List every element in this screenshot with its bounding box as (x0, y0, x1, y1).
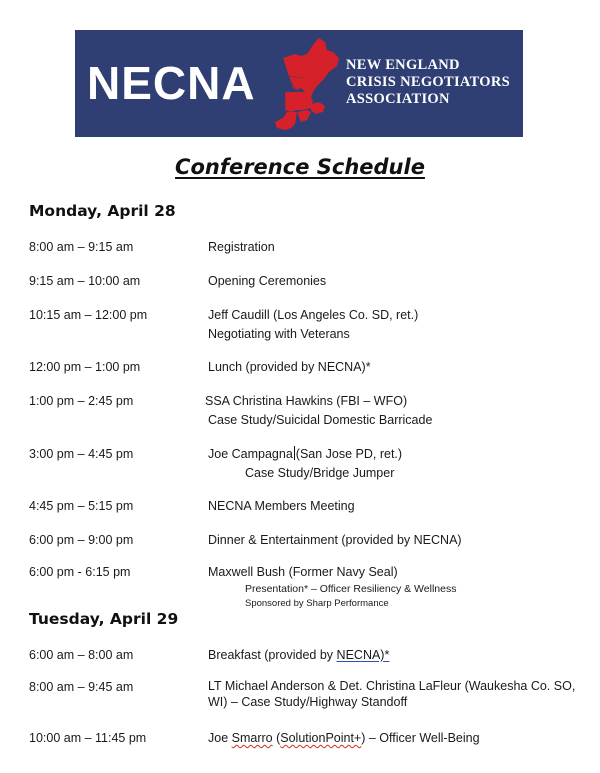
row-description (208, 678, 588, 710)
row-time: 6:00 am – 8:00 am (29, 648, 134, 662)
row-line: Registration (208, 240, 275, 254)
row-time: 10:15 am – 12:00 pm (29, 308, 148, 322)
page-title: Conference Schedule (175, 155, 425, 179)
row-description (208, 445, 588, 483)
header-banner (75, 30, 523, 137)
row-time: 6:00 pm - 6:15 pm (29, 565, 131, 579)
row-time: 8:00 am – 9:45 am (29, 680, 134, 694)
row-line-part: Joe Campagna (208, 447, 293, 461)
row-description (205, 392, 588, 430)
row-time: 1:00 pm – 2:45 pm (29, 394, 134, 408)
new-england-map-icon (267, 36, 343, 132)
row-description (208, 497, 588, 516)
row-time: 10:00 am – 11:45 pm (29, 731, 147, 745)
row-time: 3:00 pm – 4:45 pm (29, 447, 134, 461)
row-line-part: ( (272, 731, 281, 745)
row-line-part: ) – Officer Well-Being (361, 731, 480, 745)
row-description (208, 238, 588, 257)
banner-name-line: ASSOCIATION (346, 91, 450, 107)
row-line-part: NECNA)* (336, 648, 390, 662)
banner-organization-name (346, 57, 516, 108)
row-description (208, 646, 588, 665)
row-line: Jeff Caudill (Los Angeles Co. SD, ret.) (208, 308, 419, 322)
row-line-part: Joe (208, 731, 232, 745)
day-heading-monday: Monday, April 28 (29, 202, 176, 220)
row-description (208, 563, 588, 611)
row-line: Opening Ceremonies (208, 274, 327, 288)
row-line: Dinner & Entertainment (provided by NECNA) (208, 533, 462, 547)
row-line: NECNA Members Meeting (208, 499, 355, 513)
row-description (208, 306, 588, 344)
row-description (208, 358, 588, 377)
row-line: SSA Christina Hawkins (FBI – WFO) (205, 394, 408, 408)
row-line-part: Smarro (231, 731, 273, 745)
row-line-part: SolutionPoint+ (280, 731, 362, 745)
text-cursor (294, 446, 295, 460)
row-line: Presentation* – Officer Resiliency & Wellness (245, 583, 457, 595)
row-time: 9:15 am – 10:00 am (29, 274, 141, 288)
row-line (208, 445, 588, 464)
row-line-part: (San Jose PD, ret.) (295, 447, 403, 461)
row-description (208, 531, 588, 550)
row-time: 8:00 am – 9:15 am (29, 240, 134, 254)
row-line (208, 729, 588, 748)
banner-name-line: NEW ENGLAND (346, 57, 460, 73)
day-heading-tuesday: Tuesday, April 29 (29, 610, 179, 628)
row-line: Negotiating with Veterans (208, 327, 350, 341)
row-time: 4:45 pm – 5:15 pm (29, 499, 134, 513)
row-line: Case Study/Bridge Jumper (245, 466, 395, 480)
row-line: Lunch (provided by NECNA)* (208, 360, 371, 374)
row-description (208, 272, 588, 291)
row-line: LT Michael Anderson & Det. Christina LaFleur (Waukesha Co. SO, WI) – Case Study/Highway Standoff (208, 679, 576, 709)
row-line: Case Study/Suicidal Domestic Barricade (208, 413, 433, 427)
row-time: 12:00 pm – 1:00 pm (29, 360, 141, 374)
row-line: Maxwell Bush (Former Navy Seal) (208, 565, 398, 579)
row-description (208, 729, 588, 748)
row-line: Sponsored by Sharp Performance (245, 598, 389, 609)
banner-name-line: CRISIS NEGOTIATORS (346, 74, 511, 90)
row-line-part: Breakfast (provided by (208, 648, 337, 662)
banner-acronym: NECNA (87, 57, 256, 109)
row-line (208, 646, 588, 665)
row-time: 6:00 pm – 9:00 pm (29, 533, 134, 547)
